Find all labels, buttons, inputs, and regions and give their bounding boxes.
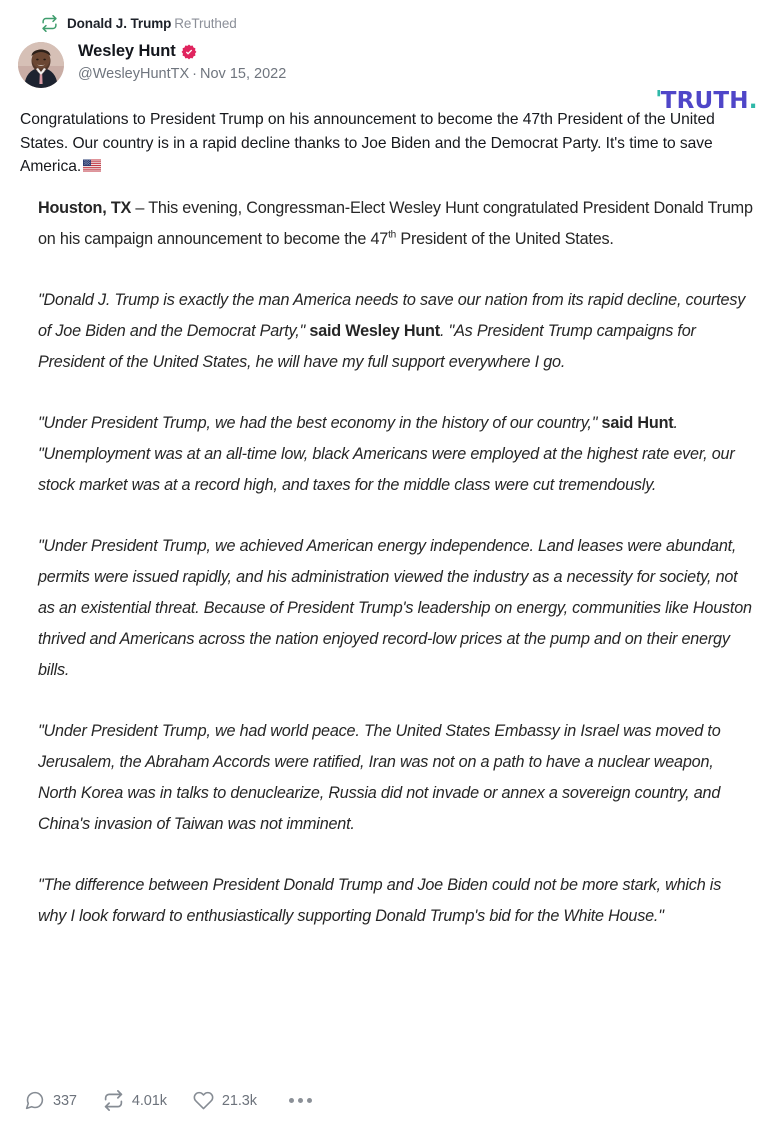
like-button[interactable] <box>193 1090 257 1111</box>
release-p3-quote-a: "Under President Trump, we had the best economy in the history of our country," <box>38 413 598 432</box>
release-paragraph-5: "Under President Trump, we had world peace. The United States Embassy in Israel was moved to Jerusalem, the Abraham Accords were ratified, Iran was not on a path to have a nuclear weapon, North Korea was in talks to denuclearize, Russia did not invade or annex a sovereign country, and China's invasion of Taiwan was not imminent. <box>38 721 721 833</box>
post-text-content: Congratulations to President Trump on his announcement to become the 47th President of the United States. Our country is in a rapid decline thanks to Joe Biden and the Democrat Party. It's time to save America. <box>20 111 715 175</box>
release-paragraph-3 <box>38 408 753 501</box>
retruth-icon <box>41 15 58 32</box>
logo-dot: . <box>748 88 757 114</box>
retruth-verb: ReTruthed <box>174 16 237 31</box>
release-dateline: Houston, TX <box>38 198 132 217</box>
release-p2-attribution: said Wesley Hunt <box>305 321 440 340</box>
release-paragraph-4: "Under President Trump, we achieved American energy independence. Land leases were abundant, permits were issued rapidly, and his administration viewed the industry as a necessity for society, not as an existential threat. Because of President Trump's leadership on energy, communities like Houston thrived and Americans across the nation enjoyed record-low prices at the pump and on their energy bills. <box>38 536 752 679</box>
truth-social-logo <box>655 87 757 114</box>
verified-badge-icon <box>181 44 197 60</box>
author-display-name[interactable]: Wesley Hunt <box>78 42 176 60</box>
release-p2-quote-a: "Donald J. Trump is exactly the man America needs to save our nation from its rapid decline, courtesy of Joe Biden and the Democrat Party," <box>38 290 746 340</box>
post-action-bar <box>0 1090 314 1111</box>
retruth-icon <box>103 1090 124 1111</box>
press-release-image[interactable] <box>0 193 777 932</box>
release-p3-attribution: said Hunt <box>597 413 674 432</box>
release-paragraph-1 <box>38 193 753 255</box>
release-p2-quote-b: . "As President Trump campaigns for President of the United States, he will have my full support everywhere I go. <box>38 321 696 371</box>
retruther-name[interactable]: Donald J. Trump <box>67 16 172 31</box>
release-paragraph-6: "The difference between President Donald Trump and Joe Biden could not be more stark, which is why I look forward to enthusiastically supporting Donald Trump's bid for the White House." <box>38 875 722 925</box>
retruth-banner <box>0 0 777 34</box>
more-horizontal-icon-dot <box>307 1098 312 1103</box>
retruth-label <box>67 15 237 32</box>
avatar[interactable] <box>18 42 64 88</box>
us-flag-emoji <box>83 159 101 172</box>
logo-tick: ' <box>655 87 662 113</box>
retruth-button[interactable] <box>103 1090 167 1111</box>
release-paragraph-2 <box>38 285 753 378</box>
more-horizontal-icon-dot <box>298 1098 303 1103</box>
reply-button[interactable] <box>24 1090 77 1111</box>
post-header <box>0 34 777 114</box>
author-names <box>78 40 286 84</box>
release-p1-body-b: President of the United States. <box>396 229 614 248</box>
post-date[interactable]: Nov 15, 2022 <box>200 66 287 82</box>
author-handle[interactable]: @WesleyHuntTX <box>78 66 190 82</box>
meta-separator: · <box>192 66 197 82</box>
reply-count: 337 <box>53 1092 77 1109</box>
logo-wordmark: TRUTH <box>660 88 749 114</box>
author-meta-line <box>78 64 286 84</box>
more-options-button[interactable] <box>287 1092 314 1109</box>
release-p1-body-a: – This evening, Congressman-Elect Wesley Hunt congratulated President Donald Trump on his campaign announcement to become the 47 <box>38 198 753 248</box>
author-name-line <box>78 40 286 62</box>
heart-icon <box>193 1090 214 1111</box>
like-count: 21.3k <box>221 1092 257 1109</box>
retruth-count: 4.01k <box>131 1092 167 1109</box>
comment-icon <box>24 1090 45 1111</box>
more-horizontal-icon-dot <box>289 1098 294 1103</box>
release-p3-quote-b: . "Unemployment was at an all-time low, black Americans were employed at the highest rate ever, our stock market was at a record high, and taxes for the middle class were cut tremendously. <box>38 413 735 494</box>
release-p1-superscript: th <box>388 229 397 241</box>
